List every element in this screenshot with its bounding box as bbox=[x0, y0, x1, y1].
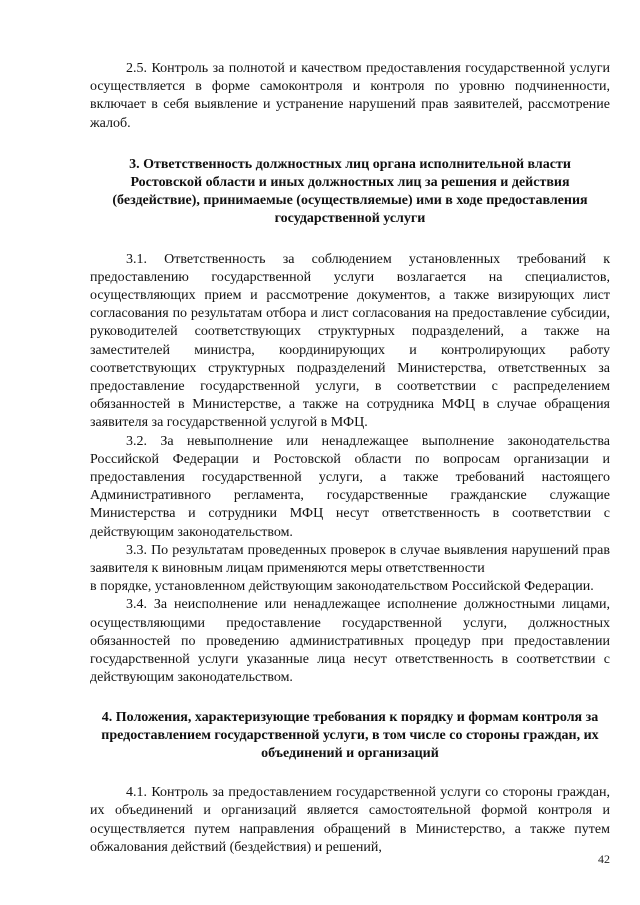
paragraph-3-1: 3.1. Ответственность за соблюдением установленных требований к предоставлению государственной услуги возлагается на специалистов, осуществляющих прием и рассмотрение документов, а также визирующих лист согласования по результатам отбора и лист согласования на предоставление субсидии, руководителей соответствующих структурных подразделений, а также на заместителей министра, координирующих и контролирующих работу соответствующих структурных подразделений Министерства, ответственных за предоставление государственной услуги, в соответствии с распределением обязанностей в Министерстве, а также на сотрудника МФЦ в случае обращения заявителя за государственной услугой в МФЦ. bbox=[90, 251, 610, 431]
document-body bbox=[90, 60, 610, 857]
page-number: 42 bbox=[598, 852, 610, 866]
paragraph-2-5: 2.5. Контроль за полнотой и качеством предоставления государственной услуги осуществляется в форме самоконтроля и контроля по уровню подчиненности, включает в себя выявление и устранение нарушений прав заявителей, рассмотрение жалоб. bbox=[90, 61, 610, 131]
paragraph-3-3-continuation: в порядке, установленном действующим законодательством Российской Федерации. bbox=[90, 579, 594, 595]
paragraph-4-1: 4.1. Контроль за предоставлением государственной услуги со стороны граждан, их объединений и организаций является самостоятельной формой контроля и осуществляется путем направления обращений в Министерство, а также путем обжалования действий (бездействия) и решений, bbox=[90, 785, 610, 855]
paragraph-3-4: 3.4. За неисполнение или ненадлежащее исполнение должностными лицами, осуществляющими предоставление государственной услуги, должностных обязанностей по проведению административных процедур при предоставлении государственной услуги указанные лица несут ответственность в соответствии с действующим законодательством. bbox=[90, 597, 610, 686]
section-3-heading: 3. Ответственность должностных лиц органа исполнительной власти Ростовской области и иных должностных лиц за решения и действия (бездействие), принимаемые (осуществляемые) ими в ходе предоставления государственной услуги bbox=[112, 156, 588, 227]
paragraph-3-3: 3.3. По результатам проведенных проверок в случае выявления нарушений прав заявителя к виновным лицам применяются меры ответственности bbox=[90, 542, 610, 577]
paragraph-3-2: 3.2. За невыполнение или ненадлежащее выполнение законодательства Российской Федерации и Ростовской области по вопросам организации и предоставления государственной услуги, а также требований настоящего Административного регламента, государственные гражданские служащие Министерства и сотрудники МФЦ несут ответственность в соответствии с действующим законодательством. bbox=[90, 433, 610, 540]
section-4-heading: 4. Положения, характеризующие требования к порядку и формам контроля за предоставлением государственной услуги, в том числе со стороны граждан, их объединений и организаций bbox=[101, 709, 599, 761]
